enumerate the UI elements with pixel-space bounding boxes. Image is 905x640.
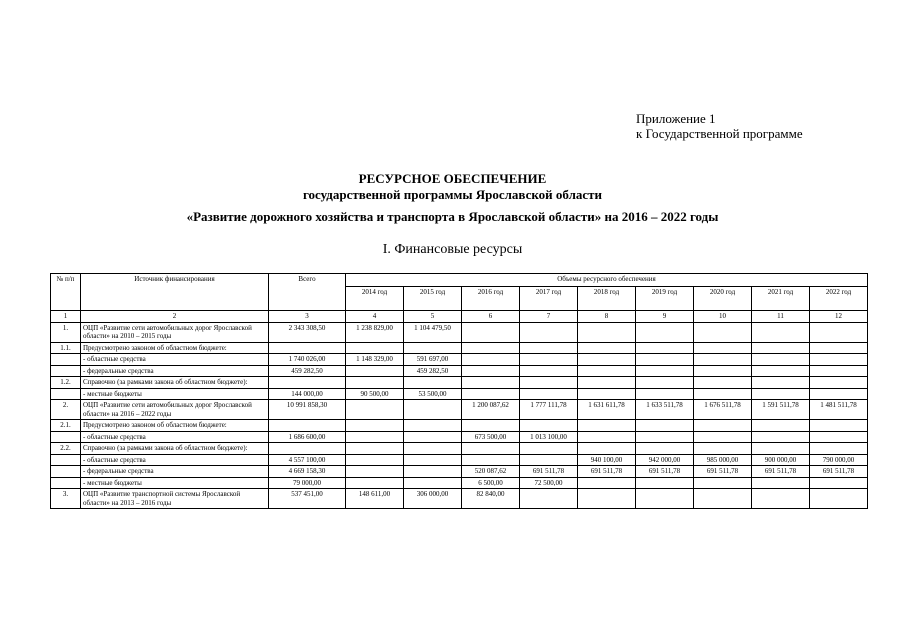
row-year-value bbox=[694, 477, 752, 489]
row-total: 4 557 100,00 bbox=[269, 454, 346, 466]
row-year-value bbox=[578, 420, 636, 432]
appendix-line-1: Приложение 1 bbox=[636, 111, 716, 126]
table-row bbox=[51, 400, 868, 420]
column-number: 7 bbox=[520, 311, 578, 323]
row-year-value bbox=[520, 454, 578, 466]
row-year-value bbox=[520, 322, 578, 342]
row-year-value bbox=[404, 400, 462, 420]
row-year-value bbox=[810, 477, 868, 489]
row-year-value bbox=[404, 443, 462, 455]
row-total: 79 000,00 bbox=[269, 477, 346, 489]
row-year-value: 148 611,00 bbox=[346, 489, 404, 509]
row-year-value bbox=[346, 466, 404, 478]
row-year-value bbox=[346, 431, 404, 443]
row-year-value bbox=[578, 365, 636, 377]
row-year-value bbox=[694, 365, 752, 377]
row-year-value bbox=[810, 388, 868, 400]
row-year-value: 1 200 087,62 bbox=[462, 400, 520, 420]
row-year-value: 940 100,00 bbox=[578, 454, 636, 466]
row-year-value: 82 840,00 bbox=[462, 489, 520, 509]
row-year-value bbox=[810, 420, 868, 432]
row-year-value: 790 000,00 bbox=[810, 454, 868, 466]
row-year-value bbox=[578, 477, 636, 489]
row-year-value bbox=[694, 322, 752, 342]
row-source-name: ОЦП «Развитие транспортной системы Ярославской области» на 2013 – 2016 годы bbox=[81, 489, 269, 509]
row-source-name: Справочно (за рамками закона об областном бюджете): bbox=[81, 443, 269, 455]
row-year-value bbox=[752, 489, 810, 509]
row-number bbox=[51, 365, 81, 377]
row-year-value bbox=[752, 443, 810, 455]
row-total: 2 343 308,50 bbox=[269, 322, 346, 342]
row-year-value bbox=[752, 354, 810, 366]
document-title: РЕСУРСНОЕ ОБЕСПЕЧЕНИЕ bbox=[358, 171, 547, 186]
row-year-value: 1 633 511,78 bbox=[636, 400, 694, 420]
column-number: 3 bbox=[269, 311, 346, 323]
row-year-value bbox=[520, 443, 578, 455]
row-source-name: Предусмотрено законом об областном бюджете: bbox=[81, 420, 269, 432]
row-total bbox=[269, 420, 346, 432]
column-number: 5 bbox=[404, 311, 462, 323]
row-year-value bbox=[520, 354, 578, 366]
row-year-value bbox=[346, 454, 404, 466]
row-year-value bbox=[578, 388, 636, 400]
row-year-value bbox=[462, 388, 520, 400]
program-name: «Развитие дорожного хозяйства и транспорта в Ярославской области» на 2016 – 2022 годы bbox=[186, 209, 719, 224]
row-year-value bbox=[520, 365, 578, 377]
row-number: 2.2. bbox=[51, 443, 81, 455]
row-year-value bbox=[520, 420, 578, 432]
row-source-name: - местные бюджеты bbox=[81, 477, 269, 489]
row-year-value bbox=[694, 377, 752, 389]
table-row bbox=[51, 420, 868, 432]
row-year-value: 520 087,62 bbox=[462, 466, 520, 478]
column-number: 2 bbox=[81, 311, 269, 323]
row-year-value: 691 511,78 bbox=[810, 466, 868, 478]
row-year-value bbox=[404, 454, 462, 466]
row-year-value bbox=[810, 489, 868, 509]
row-year-value bbox=[810, 354, 868, 366]
column-number: 10 bbox=[694, 311, 752, 323]
row-year-value bbox=[404, 342, 462, 354]
table-row bbox=[51, 466, 868, 478]
row-year-value bbox=[636, 420, 694, 432]
row-total bbox=[269, 377, 346, 389]
row-year-value bbox=[462, 454, 520, 466]
row-number bbox=[51, 454, 81, 466]
appendix-label bbox=[636, 111, 803, 141]
row-source-name: ОЦП «Развитие сети автомобильных дорог Ярославской области» на 2010 – 2015 годы bbox=[81, 322, 269, 342]
row-source-name: - федеральные средства bbox=[81, 466, 269, 478]
row-year-value bbox=[694, 342, 752, 354]
row-year-value: 691 511,78 bbox=[694, 466, 752, 478]
row-year-value bbox=[520, 377, 578, 389]
row-number: 1.2. bbox=[51, 377, 81, 389]
row-year-value bbox=[694, 354, 752, 366]
row-total: 10 991 858,30 bbox=[269, 400, 346, 420]
table-row bbox=[51, 454, 868, 466]
header-num: № п/п bbox=[51, 274, 81, 311]
row-year-value bbox=[636, 322, 694, 342]
row-year-value bbox=[346, 443, 404, 455]
row-year-value: 1 631 611,78 bbox=[578, 400, 636, 420]
row-year-value bbox=[752, 322, 810, 342]
row-year-value bbox=[520, 342, 578, 354]
row-year-value: 6 500,00 bbox=[462, 477, 520, 489]
row-source-name: Предусмотрено законом об областном бюджете: bbox=[81, 342, 269, 354]
row-year-value bbox=[578, 377, 636, 389]
row-year-value bbox=[694, 388, 752, 400]
row-year-value: 1 104 479,50 bbox=[404, 322, 462, 342]
row-year-value bbox=[462, 377, 520, 389]
row-number bbox=[51, 388, 81, 400]
header-year: 2020 год bbox=[694, 287, 752, 311]
row-year-value: 691 511,78 bbox=[520, 466, 578, 478]
resources-table bbox=[50, 273, 868, 509]
header-year: 2016 год bbox=[462, 287, 520, 311]
row-year-value bbox=[520, 388, 578, 400]
row-year-value: 72 500,00 bbox=[520, 477, 578, 489]
column-number: 11 bbox=[752, 311, 810, 323]
row-number: 2. bbox=[51, 400, 81, 420]
row-year-value bbox=[694, 420, 752, 432]
table-row bbox=[51, 377, 868, 389]
row-year-value bbox=[462, 443, 520, 455]
column-number: 4 bbox=[346, 311, 404, 323]
header-year: 2014 год bbox=[346, 287, 404, 311]
row-year-value bbox=[636, 477, 694, 489]
row-year-value: 1 013 100,00 bbox=[520, 431, 578, 443]
table-row bbox=[51, 354, 868, 366]
column-number: 6 bbox=[462, 311, 520, 323]
table-row bbox=[51, 322, 868, 342]
table-row bbox=[51, 443, 868, 455]
row-source-name: - местные бюджеты bbox=[81, 388, 269, 400]
row-year-value: 691 511,78 bbox=[636, 466, 694, 478]
column-number: 1 bbox=[51, 311, 81, 323]
row-year-value: 90 500,00 bbox=[346, 388, 404, 400]
row-year-value bbox=[578, 489, 636, 509]
header-column-numbers bbox=[51, 311, 868, 323]
row-year-value bbox=[636, 377, 694, 389]
row-year-value: 1 676 511,78 bbox=[694, 400, 752, 420]
table-row bbox=[51, 365, 868, 377]
row-total: 1 686 600,00 bbox=[269, 431, 346, 443]
column-number: 9 bbox=[636, 311, 694, 323]
row-year-value bbox=[520, 489, 578, 509]
row-source-name: ОЦП «Развитие сети автомобильных дорог Ярославской области» на 2016 – 2022 годы bbox=[81, 400, 269, 420]
row-year-value: 673 500,00 bbox=[462, 431, 520, 443]
row-year-value bbox=[346, 477, 404, 489]
row-number bbox=[51, 477, 81, 489]
row-year-value bbox=[636, 354, 694, 366]
header-year: 2017 год bbox=[520, 287, 578, 311]
row-year-value bbox=[752, 420, 810, 432]
row-year-value bbox=[346, 400, 404, 420]
row-year-value bbox=[810, 431, 868, 443]
table-row bbox=[51, 477, 868, 489]
row-year-value bbox=[636, 342, 694, 354]
section-title: I. Финансовые ресурсы bbox=[382, 242, 523, 257]
table-row bbox=[51, 388, 868, 400]
row-number: 2.1. bbox=[51, 420, 81, 432]
row-total: 4 669 158,30 bbox=[269, 466, 346, 478]
row-year-value bbox=[694, 431, 752, 443]
table-header bbox=[51, 274, 868, 323]
row-year-value bbox=[810, 365, 868, 377]
header-total: Всего bbox=[269, 274, 346, 311]
appendix-line-2: к Государственной программе bbox=[636, 126, 803, 141]
header-volumes: Объемы ресурсного обеспечения bbox=[346, 274, 868, 287]
row-total bbox=[269, 443, 346, 455]
row-year-value bbox=[578, 342, 636, 354]
row-year-value bbox=[404, 431, 462, 443]
row-year-value bbox=[752, 377, 810, 389]
table-row bbox=[51, 342, 868, 354]
column-number: 12 bbox=[810, 311, 868, 323]
row-year-value: 691 511,78 bbox=[752, 466, 810, 478]
table-row bbox=[51, 431, 868, 443]
row-year-value bbox=[694, 443, 752, 455]
row-year-value bbox=[636, 388, 694, 400]
row-year-value: 306 000,00 bbox=[404, 489, 462, 509]
row-year-value bbox=[810, 322, 868, 342]
header-year: 2019 год bbox=[636, 287, 694, 311]
row-year-value bbox=[404, 466, 462, 478]
row-number: 1. bbox=[51, 322, 81, 342]
header-year: 2021 год bbox=[752, 287, 810, 311]
row-year-value bbox=[578, 354, 636, 366]
row-number bbox=[51, 354, 81, 366]
row-year-value bbox=[578, 431, 636, 443]
row-year-value bbox=[404, 477, 462, 489]
row-year-value: 1 148 329,00 bbox=[346, 354, 404, 366]
row-year-value: 942 000,00 bbox=[636, 454, 694, 466]
row-year-value bbox=[346, 377, 404, 389]
row-year-value bbox=[694, 489, 752, 509]
row-year-value bbox=[462, 365, 520, 377]
row-source-name: - областные средства bbox=[81, 354, 269, 366]
row-year-value: 53 500,00 bbox=[404, 388, 462, 400]
header-year: 2018 год bbox=[578, 287, 636, 311]
row-number bbox=[51, 431, 81, 443]
row-year-value: 591 697,00 bbox=[404, 354, 462, 366]
row-number: 3. bbox=[51, 489, 81, 509]
row-total: 459 282,50 bbox=[269, 365, 346, 377]
row-total: 1 740 026,00 bbox=[269, 354, 346, 366]
row-year-value: 459 282,50 bbox=[404, 365, 462, 377]
row-year-value bbox=[404, 420, 462, 432]
row-total: 537 451,00 bbox=[269, 489, 346, 509]
row-year-value: 985 000,00 bbox=[694, 454, 752, 466]
header-year: 2022 год bbox=[810, 287, 868, 311]
table-body bbox=[51, 322, 868, 509]
row-year-value bbox=[810, 443, 868, 455]
row-year-value bbox=[810, 377, 868, 389]
row-source-name: - областные средства bbox=[81, 454, 269, 466]
document-subtitle: государственной программы Ярославской области bbox=[302, 187, 603, 202]
row-year-value bbox=[462, 322, 520, 342]
row-year-value bbox=[636, 431, 694, 443]
row-year-value: 900 000,00 bbox=[752, 454, 810, 466]
row-year-value bbox=[752, 477, 810, 489]
row-year-value: 1 591 511,78 bbox=[752, 400, 810, 420]
row-year-value: 1 481 511,78 bbox=[810, 400, 868, 420]
header-year: 2015 год bbox=[404, 287, 462, 311]
row-year-value bbox=[636, 443, 694, 455]
row-source-name: Справочно (за рамками закона об областном бюджете): bbox=[81, 377, 269, 389]
row-year-value: 691 511,78 bbox=[578, 466, 636, 478]
row-source-name: - федеральные средства bbox=[81, 365, 269, 377]
row-year-value bbox=[752, 388, 810, 400]
row-year-value: 1 777 111,78 bbox=[520, 400, 578, 420]
table-row bbox=[51, 489, 868, 509]
row-year-value bbox=[810, 342, 868, 354]
row-year-value bbox=[346, 342, 404, 354]
row-total: 144 000,00 bbox=[269, 388, 346, 400]
row-year-value bbox=[346, 365, 404, 377]
row-year-value bbox=[636, 365, 694, 377]
row-year-value bbox=[462, 354, 520, 366]
header-source: Источник финансирования bbox=[81, 274, 269, 311]
row-number: 1.1. bbox=[51, 342, 81, 354]
row-year-value bbox=[752, 431, 810, 443]
row-year-value bbox=[404, 377, 462, 389]
row-year-value bbox=[636, 489, 694, 509]
row-year-value: 1 238 829,00 bbox=[346, 322, 404, 342]
row-year-value bbox=[462, 342, 520, 354]
row-year-value bbox=[578, 443, 636, 455]
row-year-value bbox=[346, 420, 404, 432]
row-year-value bbox=[462, 420, 520, 432]
row-number bbox=[51, 466, 81, 478]
row-total bbox=[269, 342, 346, 354]
row-year-value bbox=[752, 342, 810, 354]
row-year-value bbox=[752, 365, 810, 377]
column-number: 8 bbox=[578, 311, 636, 323]
row-year-value bbox=[578, 322, 636, 342]
row-source-name: - областные средства bbox=[81, 431, 269, 443]
